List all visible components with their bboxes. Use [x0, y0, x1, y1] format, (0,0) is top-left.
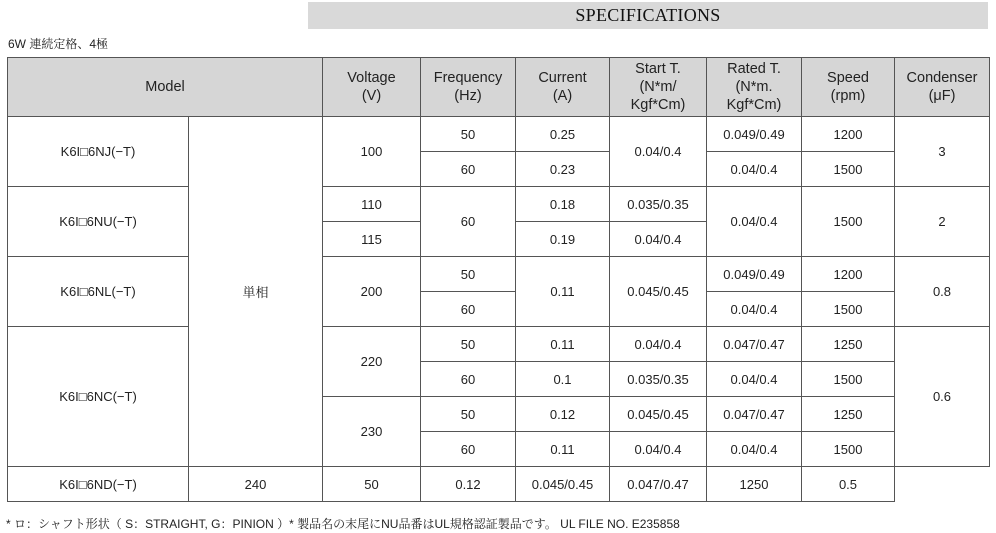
rated-torque-cell: 0.047/0.47: [610, 467, 707, 502]
header-start-torque: Start T. (N*m/ Kgf*Cm): [610, 58, 707, 117]
voltage-cell: 100: [323, 117, 421, 187]
frequency-cell: 50: [421, 257, 516, 292]
rated-torque-cell: 0.04/0.4: [707, 292, 802, 327]
model-cell: K6I□6NL(−T): [8, 257, 189, 327]
header-current: Current (A): [516, 58, 610, 117]
model-cell: K6I□6NJ(−T): [8, 117, 189, 187]
start-torque-cell: 0.035/0.35: [610, 362, 707, 397]
frequency-cell: 60: [421, 152, 516, 187]
condenser-cell: 0.6: [895, 327, 990, 467]
frequency-cell: 60: [421, 362, 516, 397]
voltage-cell: 110: [323, 187, 421, 222]
speed-cell: 1200: [802, 257, 895, 292]
model-cell: K6I□6NU(−T): [8, 187, 189, 257]
frequency-cell: 50: [421, 327, 516, 362]
voltage-cell: 115: [323, 222, 421, 257]
rated-torque-cell: 0.04/0.4: [707, 187, 802, 257]
start-torque-cell: 0.04/0.4: [610, 327, 707, 362]
rated-torque-cell: 0.04/0.4: [707, 362, 802, 397]
table-row: [8, 257, 990, 292]
current-cell: 0.25: [516, 117, 610, 152]
speed-cell: 1250: [802, 327, 895, 362]
speed-cell: 1250: [802, 397, 895, 432]
header-frequency: Frequency (Hz): [421, 58, 516, 117]
title-bar: [308, 2, 988, 29]
current-cell: 0.12: [421, 467, 516, 502]
start-torque-cell: 0.04/0.4: [610, 222, 707, 257]
frequency-cell: 60: [421, 187, 516, 257]
condenser-cell: 3: [895, 117, 990, 187]
speed-cell: 1500: [802, 187, 895, 257]
condenser-cell: 2: [895, 187, 990, 257]
condenser-cell: 0.8: [895, 257, 990, 327]
frequency-cell: 60: [421, 432, 516, 467]
rated-torque-cell: 0.049/0.49: [707, 117, 802, 152]
model-cell: K6I□6ND(−T): [8, 467, 189, 502]
frequency-cell: 50: [421, 117, 516, 152]
voltage-cell: 240: [189, 467, 323, 502]
current-cell: 0.23: [516, 152, 610, 187]
phase-cell: 単相: [189, 117, 323, 467]
current-cell: 0.12: [516, 397, 610, 432]
current-cell: 0.11: [516, 327, 610, 362]
speed-cell: 1500: [802, 432, 895, 467]
footnote: * ロ：シャフト形状（ S：STRAIGHT, G：PINION ）* 製品名の末尾にNU品番はUL規格認証製品です。 UL FILE NO. E235858: [6, 517, 680, 531]
frequency-cell: 60: [421, 292, 516, 327]
header-rated-torque: Rated T. (N*m. Kgf*Cm): [707, 58, 802, 117]
rated-torque-cell: 0.04/0.4: [707, 152, 802, 187]
header-model: Model: [8, 58, 323, 117]
speed-cell: 1200: [802, 117, 895, 152]
condenser-cell: 0.5: [802, 467, 895, 502]
rated-torque-cell: 0.047/0.47: [707, 327, 802, 362]
subtitle: 6W 連続定格、4極: [8, 37, 109, 51]
current-cell: 0.11: [516, 257, 610, 327]
current-cell: 0.18: [516, 187, 610, 222]
speed-cell: 1500: [802, 152, 895, 187]
frequency-cell: 50: [323, 467, 421, 502]
header-condenser: Condenser (μF): [895, 58, 990, 117]
voltage-cell: 200: [323, 257, 421, 327]
frequency-cell: 50: [421, 397, 516, 432]
rated-torque-cell: 0.04/0.4: [707, 432, 802, 467]
spec-table: [7, 57, 990, 502]
page-title: SPECIFICATIONS: [575, 5, 721, 25]
table-row: [8, 467, 990, 502]
start-torque-cell: 0.045/0.45: [516, 467, 610, 502]
table-row: [8, 327, 990, 362]
start-torque-cell: 0.045/0.45: [610, 257, 707, 327]
speed-cell: 1250: [707, 467, 802, 502]
voltage-cell: 230: [323, 397, 421, 467]
table-row: [8, 187, 990, 222]
start-torque-cell: 0.04/0.4: [610, 117, 707, 187]
start-torque-cell: 0.04/0.4: [610, 432, 707, 467]
start-torque-cell: 0.045/0.45: [610, 397, 707, 432]
start-torque-cell: 0.035/0.35: [610, 187, 707, 222]
header-speed: Speed (rpm): [802, 58, 895, 117]
rated-torque-cell: 0.047/0.47: [707, 397, 802, 432]
current-cell: 0.1: [516, 362, 610, 397]
rated-torque-cell: 0.049/0.49: [707, 257, 802, 292]
model-cell: K6I□6NC(−T): [8, 327, 189, 467]
table-row: [8, 117, 990, 152]
speed-cell: 1500: [802, 362, 895, 397]
voltage-cell: 220: [323, 327, 421, 397]
current-cell: 0.11: [516, 432, 610, 467]
header-voltage: Voltage (V): [323, 58, 421, 117]
header-row: [8, 58, 990, 117]
speed-cell: 1500: [802, 292, 895, 327]
current-cell: 0.19: [516, 222, 610, 257]
